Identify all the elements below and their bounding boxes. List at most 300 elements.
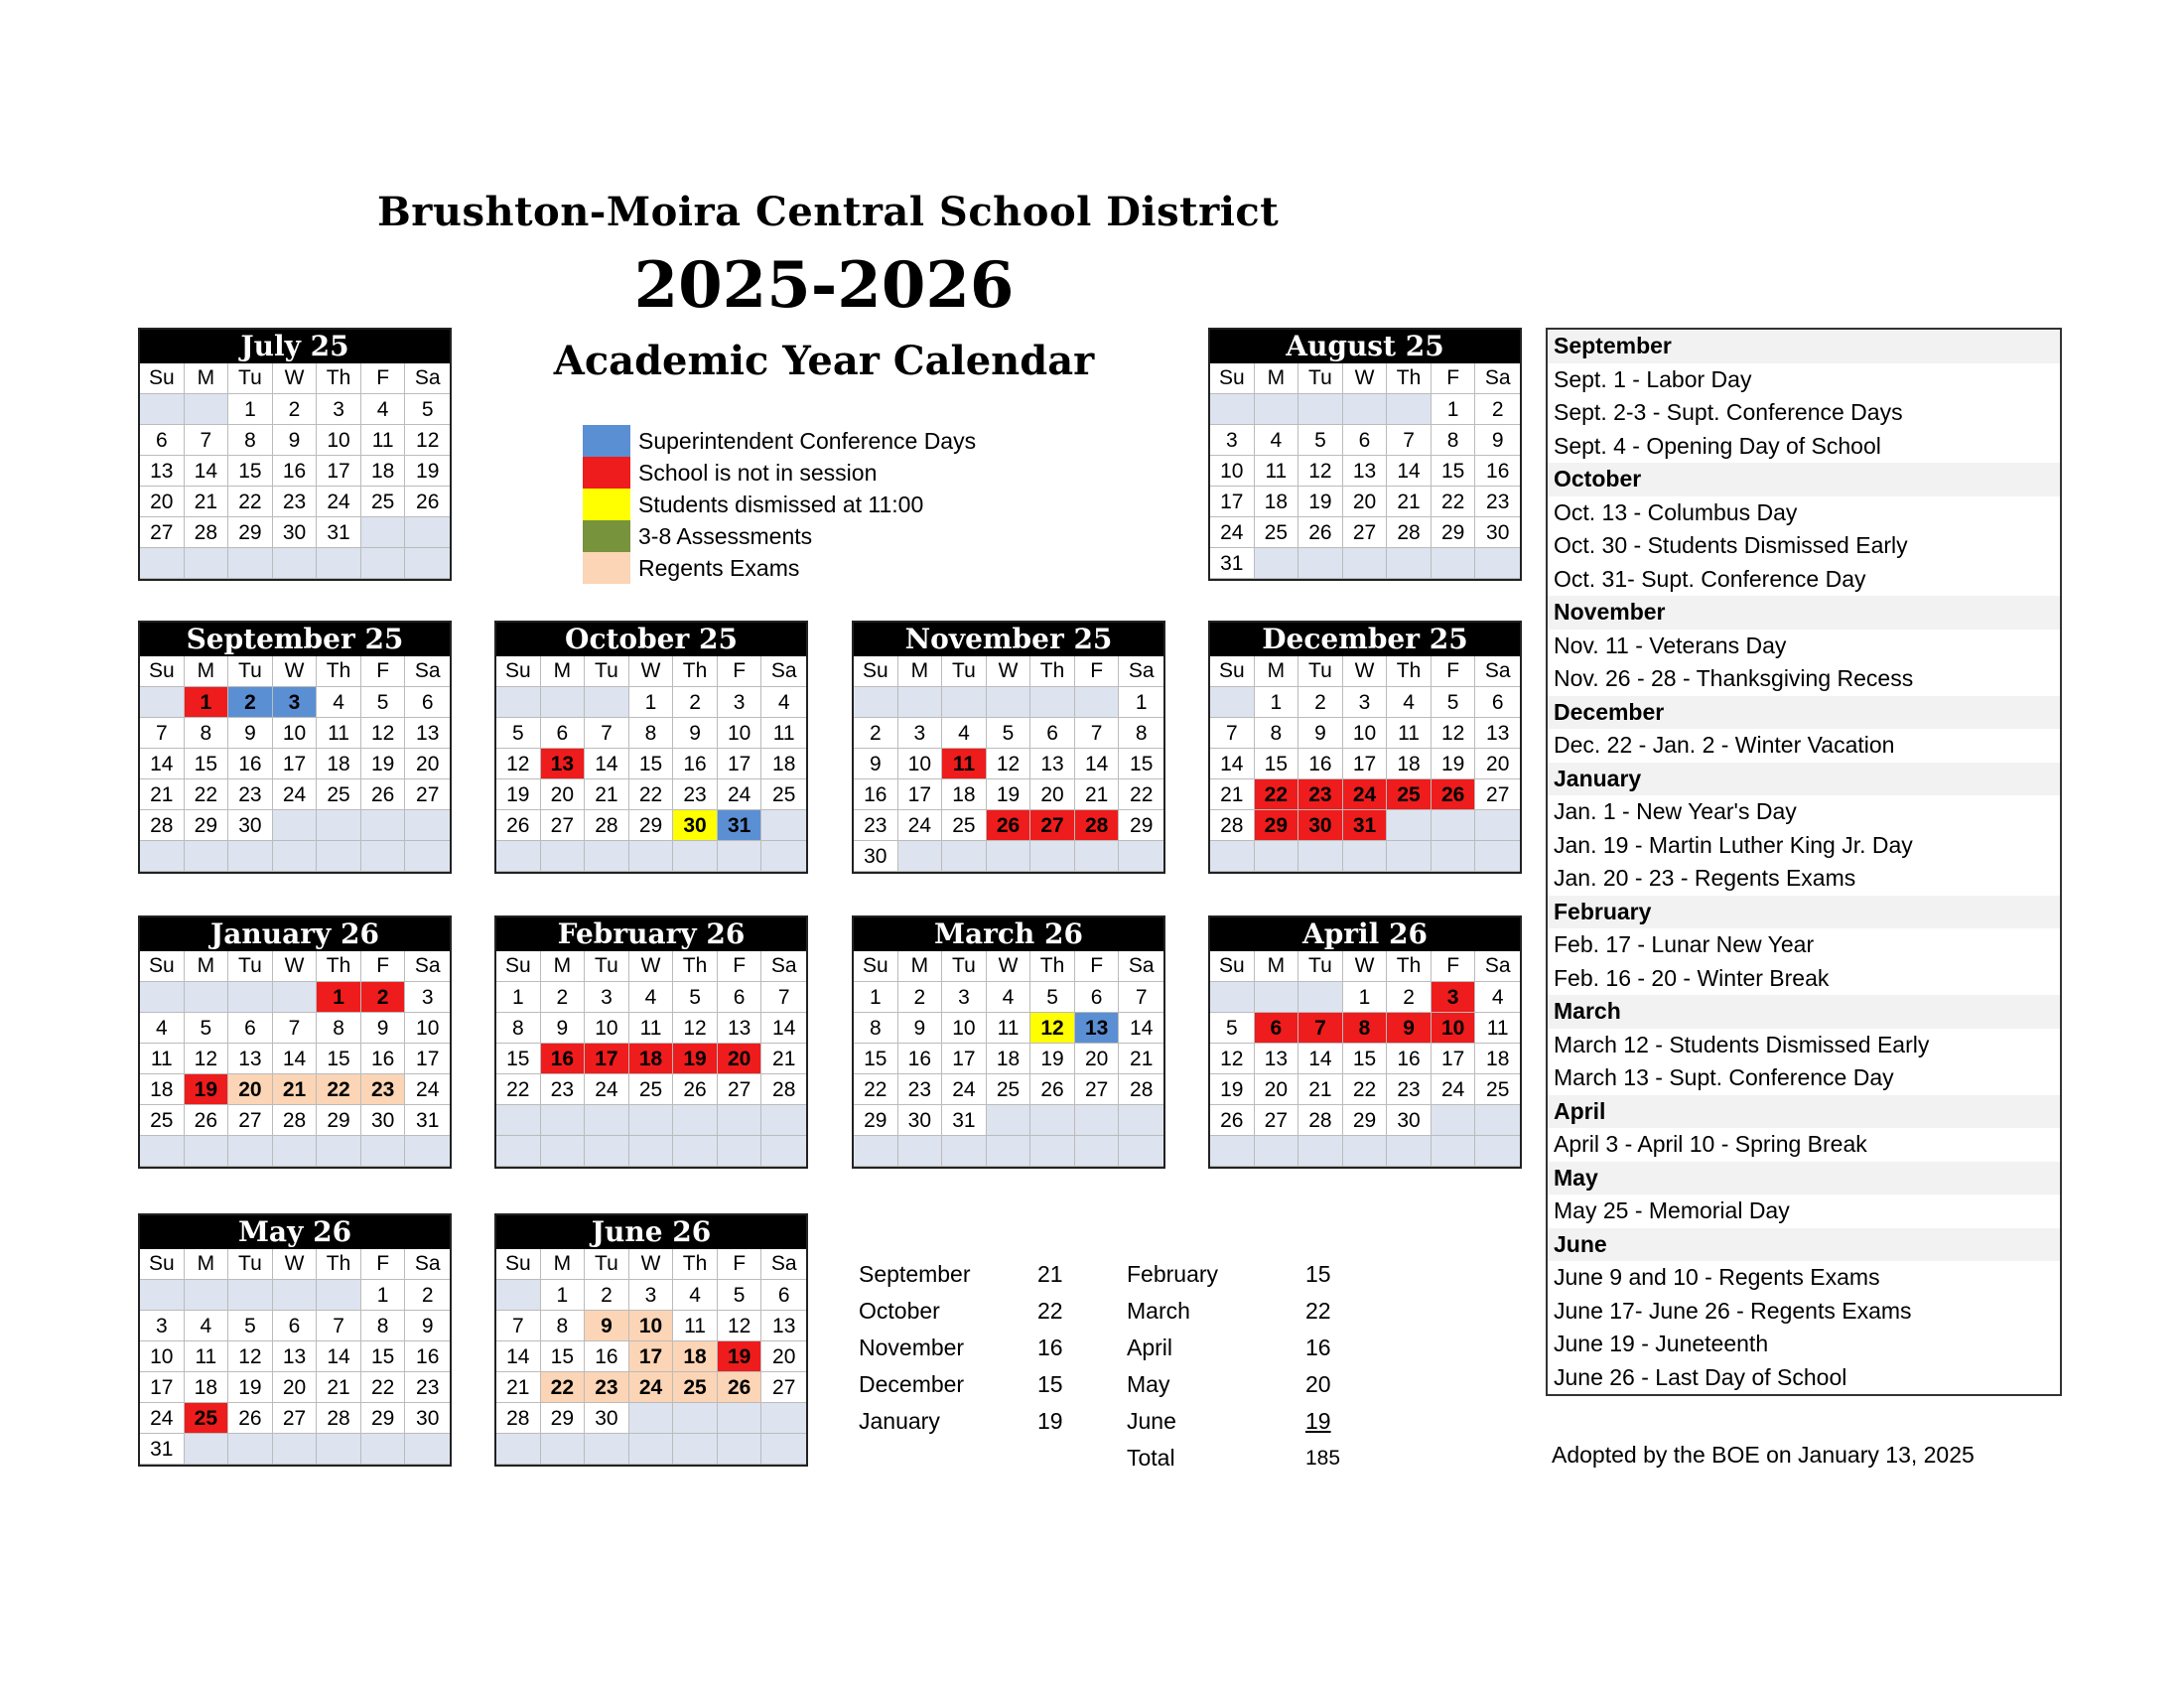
event-item: Oct. 30 - Students Dismissed Early (1554, 532, 1908, 559)
day-cell: 15 (541, 1341, 586, 1372)
month-title: February 26 (496, 917, 806, 951)
day-cell: 14 (1387, 456, 1432, 487)
day-cell: 29 (361, 1403, 406, 1434)
day-cell: 29 (629, 810, 674, 841)
day-cell: 21 (1210, 779, 1255, 810)
day-cell: 7 (496, 1311, 541, 1341)
week-row (140, 1280, 450, 1311)
day-cell: 19 (185, 1074, 229, 1105)
event-item: Jan. 1 - New Year's Day (1554, 798, 1797, 825)
weekday-label: Su (1210, 363, 1255, 394)
day-cell: 27 (1343, 517, 1388, 548)
empty-day-cell (1298, 982, 1343, 1013)
empty-day-cell (361, 548, 406, 579)
day-cell: 4 (629, 982, 674, 1013)
day-cell: 18 (942, 779, 987, 810)
legend (583, 425, 976, 584)
weekday-label: Th (317, 363, 361, 394)
day-cell: 3 (942, 982, 987, 1013)
day-cell: 5 (361, 687, 406, 718)
important-dates-list (1546, 328, 2062, 1396)
empty-day-cell (854, 1136, 898, 1167)
week-row (496, 1044, 806, 1074)
weekday-label: F (718, 656, 762, 687)
weekday-label: F (718, 1249, 762, 1280)
empty-day-cell (140, 841, 185, 872)
day-cell: 14 (140, 749, 185, 779)
day-cell: 31 (317, 517, 361, 548)
day-cell: 24 (585, 1074, 629, 1105)
day-cell: 22 (1255, 779, 1299, 810)
empty-day-cell (987, 1105, 1031, 1136)
weekday-label: Su (140, 363, 185, 394)
week-row (496, 1341, 806, 1372)
empty-day-cell (185, 1280, 229, 1311)
day-cell: 1 (1432, 394, 1476, 425)
empty-day-cell (496, 1136, 541, 1167)
week-row (1210, 456, 1520, 487)
day-cell: 16 (898, 1044, 943, 1074)
week-row (854, 718, 1163, 749)
day-cell: 18 (1387, 749, 1432, 779)
weekday-label: W (273, 1249, 318, 1280)
day-cell: 12 (718, 1311, 762, 1341)
empty-day-cell (1432, 1136, 1476, 1167)
day-cell: 8 (854, 1013, 898, 1044)
week-row (140, 1403, 450, 1434)
day-cell: 9 (273, 425, 318, 456)
day-cell: 13 (273, 1341, 318, 1372)
empty-day-cell (185, 982, 229, 1013)
day-cell: 28 (185, 517, 229, 548)
weekday-label: W (987, 951, 1031, 982)
empty-day-cell (942, 1136, 987, 1167)
day-cell: 13 (718, 1013, 762, 1044)
day-cell: 14 (1298, 1044, 1343, 1074)
empty-day-cell (317, 1434, 361, 1465)
day-cell: 23 (541, 1074, 586, 1105)
weekday-label: F (361, 951, 406, 982)
legend-label: School is not in session (638, 459, 878, 486)
day-cell: 23 (273, 487, 318, 517)
day-cell: 21 (1119, 1044, 1163, 1074)
day-cell: 13 (1030, 749, 1075, 779)
day-cell: 20 (1075, 1044, 1120, 1074)
week-row (140, 394, 450, 425)
weekday-label: Sa (405, 656, 450, 687)
weekday-label: Tu (585, 1249, 629, 1280)
day-cell: 16 (673, 749, 718, 779)
day-cell: 7 (317, 1311, 361, 1341)
day-cell: 23 (405, 1372, 450, 1403)
day-cell: 27 (718, 1074, 762, 1105)
empty-day-cell (185, 548, 229, 579)
month-title: December 25 (1210, 623, 1520, 656)
weekday-label: M (541, 656, 586, 687)
empty-day-cell (361, 841, 406, 872)
event-month-header: October (1548, 463, 2060, 496)
weekday-label: Tu (585, 656, 629, 687)
day-cell: 5 (185, 1013, 229, 1044)
day-cell: 19 (361, 749, 406, 779)
empty-day-cell (1255, 1136, 1299, 1167)
weekday-label: Th (1030, 656, 1075, 687)
day-cell: 4 (942, 718, 987, 749)
week-row (1210, 1136, 1520, 1167)
day-cell: 15 (1255, 749, 1299, 779)
week-row (1210, 810, 1520, 841)
day-cell: 15 (361, 1341, 406, 1372)
day-cell: 9 (1298, 718, 1343, 749)
day-cell: 30 (898, 1105, 943, 1136)
week-row (496, 779, 806, 810)
day-cell: 25 (185, 1403, 229, 1434)
empty-day-cell (1075, 841, 1120, 872)
week-row (496, 1105, 806, 1136)
day-cell: 20 (1343, 487, 1388, 517)
week-row (140, 1013, 450, 1044)
event-item: Oct. 13 - Columbus Day (1554, 498, 1798, 525)
day-cell: 19 (228, 1372, 273, 1403)
count-value: 20 (1305, 1371, 1331, 1397)
day-cell: 11 (942, 749, 987, 779)
event-item: Sept. 4 - Opening Day of School (1554, 432, 1881, 459)
day-cell: 11 (317, 718, 361, 749)
day-cell: 7 (273, 1013, 318, 1044)
event-month-header: January (1548, 763, 2060, 796)
empty-day-cell (228, 1434, 273, 1465)
calendar-subtitle: Academic Year Calendar (553, 338, 1095, 384)
day-cell: 12 (1210, 1044, 1255, 1074)
empty-day-cell (405, 517, 450, 548)
weekday-label: Tu (228, 951, 273, 982)
day-cell: 12 (361, 718, 406, 749)
weekday-header (1210, 951, 1520, 982)
weekday-label: F (361, 1249, 406, 1280)
month-calendar-dec (1208, 621, 1522, 874)
count-month: February (1127, 1261, 1219, 1287)
day-cell: 27 (541, 810, 586, 841)
day-cell: 14 (761, 1013, 806, 1044)
day-cell: 31 (1210, 548, 1255, 579)
week-row (140, 1074, 450, 1105)
day-cell: 7 (761, 982, 806, 1013)
empty-day-cell (273, 1136, 318, 1167)
empty-day-cell (1255, 982, 1299, 1013)
day-cell: 6 (1475, 687, 1520, 718)
day-cell: 29 (317, 1105, 361, 1136)
weekday-label: Tu (1298, 363, 1343, 394)
empty-day-cell (1475, 1105, 1520, 1136)
week-row (140, 1044, 450, 1074)
empty-day-cell (1298, 394, 1343, 425)
week-row (496, 841, 806, 872)
day-cell: 25 (361, 487, 406, 517)
week-row (854, 749, 1163, 779)
day-cell: 28 (317, 1403, 361, 1434)
event-item: Sept. 1 - Labor Day (1554, 365, 1752, 392)
day-cell: 22 (317, 1074, 361, 1105)
day-cell: 20 (273, 1372, 318, 1403)
weekday-label: Tu (585, 951, 629, 982)
week-row (1210, 841, 1520, 872)
day-cell: 12 (228, 1341, 273, 1372)
empty-day-cell (185, 394, 229, 425)
day-cell: 2 (361, 982, 406, 1013)
week-row (1210, 1044, 1520, 1074)
month-title: July 25 (140, 330, 450, 363)
weekday-label: F (1432, 363, 1476, 394)
weekday-label: Th (317, 1249, 361, 1280)
count-value: 22 (1037, 1298, 1063, 1324)
empty-day-cell (273, 982, 318, 1013)
empty-day-cell (629, 1434, 674, 1465)
day-cell: 3 (405, 982, 450, 1013)
day-cell: 7 (1119, 982, 1163, 1013)
day-cell: 23 (228, 779, 273, 810)
count-row (859, 1330, 1395, 1366)
day-cell: 9 (361, 1013, 406, 1044)
day-cell: 25 (140, 1105, 185, 1136)
day-cell: 22 (629, 779, 674, 810)
count-total-row (859, 1440, 1395, 1476)
day-cell: 31 (405, 1105, 450, 1136)
day-cell: 3 (629, 1280, 674, 1311)
legend-label: Students dismissed at 11:00 (638, 491, 924, 517)
weekday-label: F (361, 656, 406, 687)
day-cell: 3 (140, 1311, 185, 1341)
empty-day-cell (898, 841, 943, 872)
day-cell: 8 (629, 718, 674, 749)
day-cell: 13 (541, 749, 586, 779)
day-cell: 28 (1075, 810, 1120, 841)
day-cell: 29 (1343, 1105, 1388, 1136)
day-cell: 11 (1387, 718, 1432, 749)
empty-day-cell (273, 1434, 318, 1465)
empty-day-cell (673, 1434, 718, 1465)
day-cell: 9 (673, 718, 718, 749)
day-cell: 17 (629, 1341, 674, 1372)
empty-day-cell (273, 1280, 318, 1311)
day-cell: 2 (585, 1280, 629, 1311)
legend-label: Superintendent Conference Days (638, 427, 977, 454)
day-cell: 10 (629, 1311, 674, 1341)
day-cell: 3 (1343, 687, 1388, 718)
day-cell: 31 (942, 1105, 987, 1136)
empty-day-cell (673, 1136, 718, 1167)
week-row (496, 1311, 806, 1341)
day-cell: 1 (317, 982, 361, 1013)
day-cell: 5 (1298, 425, 1343, 456)
day-cell: 7 (585, 718, 629, 749)
day-cell: 18 (317, 749, 361, 779)
empty-day-cell (1298, 548, 1343, 579)
empty-day-cell (140, 982, 185, 1013)
weekday-header (140, 951, 450, 982)
district-title: Brushton-Moira Central School District (377, 189, 1280, 235)
day-cell: 6 (761, 1280, 806, 1311)
empty-day-cell (1475, 810, 1520, 841)
day-cell: 4 (361, 394, 406, 425)
week-row (854, 1044, 1163, 1074)
weekday-label: Sa (1475, 656, 1520, 687)
event-item: June 17- June 26 - Regents Exams (1554, 1297, 1912, 1324)
day-cell: 30 (1475, 517, 1520, 548)
day-cell: 6 (1343, 425, 1388, 456)
day-cell: 23 (1475, 487, 1520, 517)
event-item: Jan. 20 - 23 - Regents Exams (1554, 865, 1856, 892)
day-cell: 15 (1119, 749, 1163, 779)
count-month: September (859, 1261, 971, 1287)
event-item: May 25 - Memorial Day (1554, 1197, 1790, 1224)
empty-day-cell (496, 1434, 541, 1465)
empty-day-cell (541, 841, 586, 872)
empty-day-cell (496, 1105, 541, 1136)
weekday-label: Sa (405, 951, 450, 982)
count-month: May (1127, 1371, 1170, 1397)
weekday-label: Su (496, 656, 541, 687)
empty-day-cell (228, 548, 273, 579)
adoption-note: Adopted by the BOE on January 13, 2025 (1552, 1442, 1975, 1468)
day-cell: 4 (140, 1013, 185, 1044)
day-cell: 11 (987, 1013, 1031, 1044)
day-cell: 3 (1210, 425, 1255, 456)
day-cell: 16 (585, 1341, 629, 1372)
month-calendar-aug (1208, 328, 1522, 581)
day-cell: 24 (405, 1074, 450, 1105)
day-cell: 1 (1255, 687, 1299, 718)
legend-row-off (583, 457, 976, 489)
week-row (140, 749, 450, 779)
legend-swatch (583, 489, 630, 520)
day-cell: 26 (1298, 517, 1343, 548)
day-cell: 3 (1432, 982, 1476, 1013)
year-title: 2025-2026 (633, 248, 1015, 323)
count-month: April (1127, 1335, 1173, 1360)
day-cell: 11 (185, 1341, 229, 1372)
week-row (1210, 1074, 1520, 1105)
day-cell: 26 (1432, 779, 1476, 810)
empty-day-cell (761, 810, 806, 841)
day-cell: 6 (718, 982, 762, 1013)
day-cell: 22 (185, 779, 229, 810)
week-row (854, 810, 1163, 841)
weekday-label: F (361, 363, 406, 394)
day-cell: 12 (496, 749, 541, 779)
day-cell: 13 (1475, 718, 1520, 749)
day-cell: 22 (496, 1074, 541, 1105)
day-cell: 17 (1432, 1044, 1476, 1074)
weekday-label: Sa (405, 1249, 450, 1280)
week-row (496, 687, 806, 718)
weekday-label: M (1255, 656, 1299, 687)
day-cell: 27 (761, 1372, 806, 1403)
event-item: Oct. 31- Supt. Conference Day (1554, 565, 1866, 592)
empty-day-cell (405, 841, 450, 872)
day-cell: 28 (273, 1105, 318, 1136)
empty-day-cell (273, 548, 318, 579)
week-row (1210, 1013, 1520, 1044)
count-value: 16 (1305, 1335, 1331, 1360)
weekday-label: Su (854, 951, 898, 982)
event-item: June 26 - Last Day of School (1554, 1363, 1847, 1390)
month-title: May 26 (140, 1215, 450, 1249)
day-cell: 27 (140, 517, 185, 548)
empty-day-cell (185, 1434, 229, 1465)
empty-day-cell (1387, 810, 1432, 841)
month-calendar-feb (494, 915, 808, 1169)
day-cell: 14 (496, 1341, 541, 1372)
day-cell: 26 (718, 1372, 762, 1403)
day-cell: 1 (1343, 982, 1388, 1013)
month-calendar-oct (494, 621, 808, 874)
empty-day-cell (228, 982, 273, 1013)
week-row (140, 487, 450, 517)
week-row (496, 718, 806, 749)
empty-day-cell (1075, 1136, 1120, 1167)
day-cell: 14 (317, 1341, 361, 1372)
empty-day-cell (585, 687, 629, 718)
day-cell: 6 (1255, 1013, 1299, 1044)
count-month: March (1127, 1298, 1190, 1324)
day-cell: 19 (496, 779, 541, 810)
empty-day-cell (761, 1403, 806, 1434)
day-cell: 24 (1210, 517, 1255, 548)
weekday-label: F (1432, 951, 1476, 982)
empty-day-cell (1075, 1105, 1120, 1136)
day-cell: 19 (405, 456, 450, 487)
weekday-header (1210, 363, 1520, 394)
week-row (1210, 487, 1520, 517)
day-cell: 24 (898, 810, 943, 841)
day-cell: 18 (987, 1044, 1031, 1074)
day-cell: 30 (1387, 1105, 1432, 1136)
week-row (140, 1311, 450, 1341)
day-cell: 27 (1030, 810, 1075, 841)
empty-day-cell (942, 841, 987, 872)
empty-day-cell (496, 687, 541, 718)
empty-day-cell (361, 1434, 406, 1465)
day-cell: 25 (1475, 1074, 1520, 1105)
weekday-label: W (1343, 951, 1388, 982)
day-cell: 24 (1343, 779, 1388, 810)
week-row (496, 1434, 806, 1465)
month-title: June 26 (496, 1215, 806, 1249)
day-cell: 12 (1432, 718, 1476, 749)
weekday-label: M (1255, 951, 1299, 982)
weekday-label: Th (317, 951, 361, 982)
weekday-label: Tu (942, 951, 987, 982)
empty-day-cell (761, 1434, 806, 1465)
empty-day-cell (1030, 1105, 1075, 1136)
empty-day-cell (1030, 841, 1075, 872)
empty-day-cell (317, 841, 361, 872)
empty-day-cell (718, 1403, 762, 1434)
weekday-label: Th (673, 656, 718, 687)
day-cell: 22 (1119, 779, 1163, 810)
day-cell: 15 (1343, 1044, 1388, 1074)
weekday-label: W (1343, 363, 1388, 394)
day-cell: 30 (585, 1403, 629, 1434)
day-cell: 31 (1343, 810, 1388, 841)
day-cell: 12 (673, 1013, 718, 1044)
day-cell: 5 (1432, 687, 1476, 718)
weekday-label: F (1075, 656, 1120, 687)
weekday-label: M (185, 363, 229, 394)
count-row (859, 1366, 1395, 1403)
day-cell: 28 (496, 1403, 541, 1434)
day-cell: 28 (1119, 1074, 1163, 1105)
